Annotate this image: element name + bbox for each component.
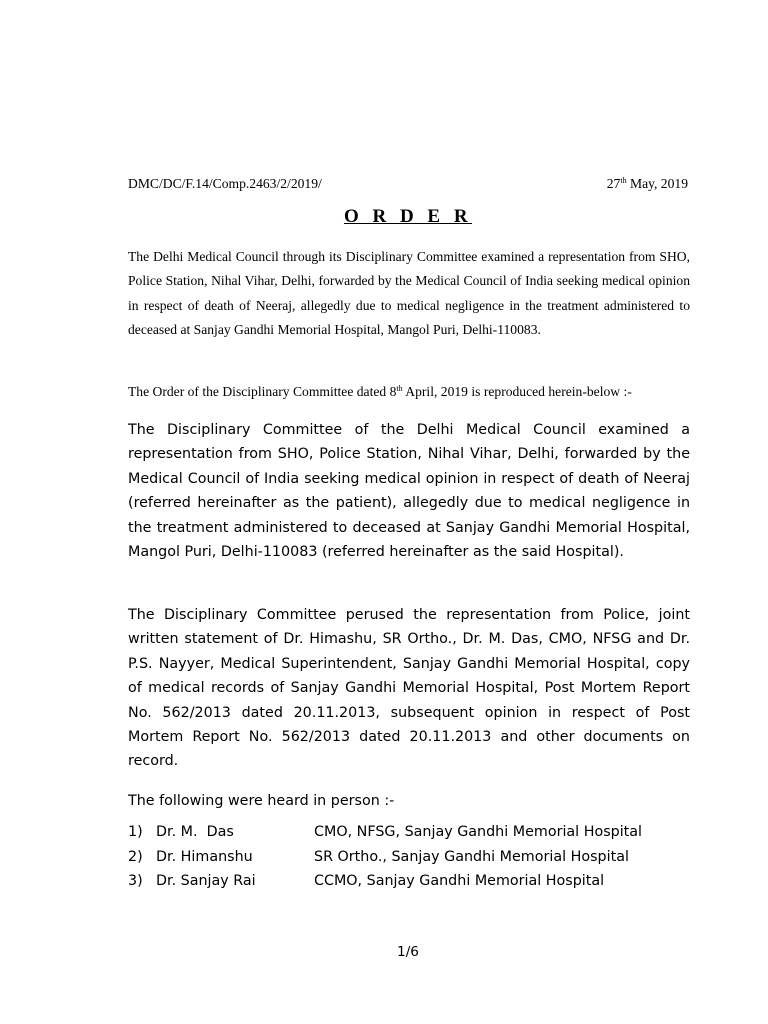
reproduction-note: The Order of the Disciplinary Committee dated 8th April, 2019 is reproduced herein-below :-: [128, 384, 632, 399]
page-number: 1/6: [397, 944, 419, 960]
order-date: 27th May, 2019: [606, 176, 688, 191]
list-item: [128, 869, 690, 894]
list-item-role: CCMO, Sanjay Gandhi Memorial Hospital: [314, 873, 605, 890]
list-item-number: 2): [128, 848, 143, 865]
heard-intro: The following were heard in person :-: [128, 793, 395, 809]
perusal-paragraph: The Disciplinary Committee perused the representation from Police, joint written statement of Dr. Himashu, SR Ortho., Dr. M. Das, CMO, NFSG and Dr. P.S. Nayyer, Medical Superintendent, Sanjay Gandhi Memorial Hospital, copy of medical records of Sanjay Gandhi Memorial Hospital, Post Mortem Report No. 562/2013 dated 20.11.2013, subsequent opinion in respect of Post Mortem Report No. 562/2013 dated 20.11.2013 and other documents on record.: [128, 607, 690, 770]
heard-list: [128, 820, 690, 894]
committee-paragraph: The Disciplinary Committee of the Delhi Medical Council examined a representation from SHO, Police Station, Nihal Vihar, Delhi, forwarded by the Medical Council of India seeking medical opinion in respect of death of Neeraj (referred hereinafter as the patient), allegedly due to medical negligence in the treatment administered to deceased at Sanjay Gandhi Memorial Hospital, Mangol Puri, Delhi-110083 (referred hereinafter as the said Hospital).: [128, 422, 690, 561]
list-item-number: 3): [128, 873, 143, 890]
list-item: [128, 820, 690, 845]
list-item: [128, 845, 690, 870]
list-item-role: CMO, NFSG, Sanjay Gandhi Memorial Hospital: [314, 824, 643, 840]
intro-paragraph: The Delhi Medical Council through its Disciplinary Committee examined a representation from SHO, Police Station, Nihal Vihar, Delhi, forwarded by the Medical Council of India seeking medical opinion in respect of death of Neeraj, allegedly due to medical negligence in the treatment administered to deceased at Sanjay Gandhi Memorial Hospital, Mangol Puri, Delhi-110083.: [128, 249, 690, 337]
list-item-role: SR Ortho., Sanjay Gandhi Memorial Hospital: [314, 848, 629, 865]
list-item-number: 1): [128, 824, 143, 840]
reference-line: [128, 176, 688, 192]
list-item-name: Dr. M. Das: [156, 824, 234, 840]
reference-number: DMC/DC/F.14/Comp.2463/2/2019/: [128, 176, 322, 191]
order-title: O R D E R: [343, 206, 473, 227]
list-item-name: Dr. Sanjay Rai: [156, 873, 256, 890]
list-item-name: Dr. Himanshu: [156, 848, 253, 865]
